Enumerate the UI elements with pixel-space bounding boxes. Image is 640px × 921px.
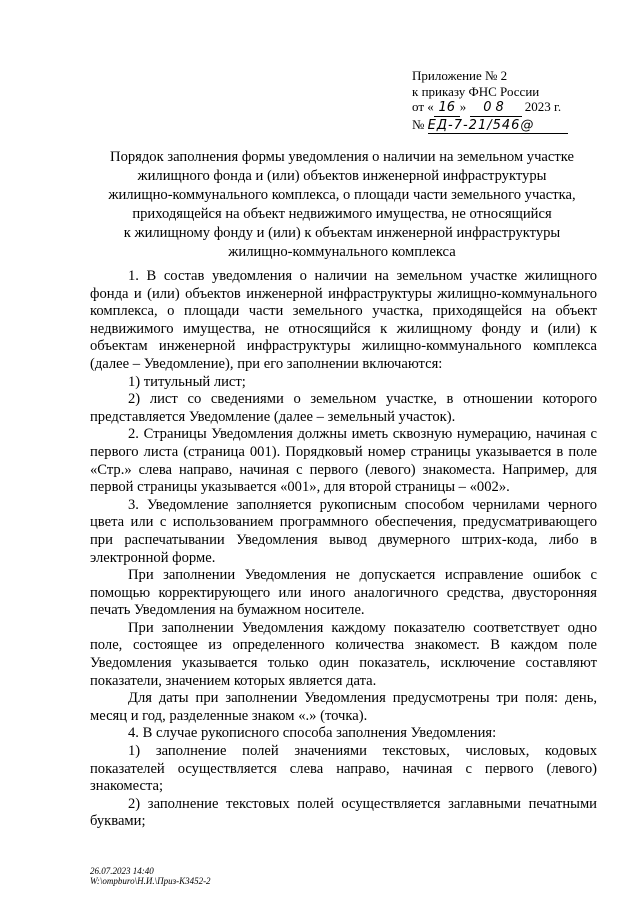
footer-path: W:\ompburo\Н.И.\Приз-К3452-2 — [90, 876, 211, 886]
number-value: ЕД-7-21/546@ — [428, 118, 568, 135]
paragraph-4: 4. В случае рукописного способа заполнения Уведомления: — [128, 725, 497, 742]
file-footer — [90, 866, 211, 886]
document-body — [90, 268, 597, 831]
footer-timestamp: 26.07.2023 14:40 — [90, 866, 154, 876]
paragraph-2: 2. Страницы Уведомления должны иметь сквозную нумерацию, начиная с первого листа (страница 001). Порядковый номер страницы указывается в поле «Стр.» слева направо, начиная с первого (левого) знакоместа. Например, для первой страницы указывается «001», для второй страницы – «002». — [90, 426, 597, 496]
date-mid: » — [459, 99, 467, 114]
appendix-date — [412, 99, 568, 117]
paragraph-date-fields: Для даты при заполнении Уведомления предусмотрены три поля: день, месяц и год, разделенные знаком «.» (точка). — [90, 690, 597, 724]
list-item-capitals: 2) заполнение текстовых полей осуществляется заглавными печатными буквами; — [90, 795, 597, 830]
paragraph-3: 3. Уведомление заполняется рукописным способом чернилами черного цвета или с использованием программного обеспечения, предусматривающего при распечатывании Уведомления вывод двумерного штрих-кода, либо в электронной форме. — [90, 496, 597, 566]
paragraph-1: 1. В состав уведомления о наличии на земельном участке жилищного фонда и (или) объектов инженерной инфраструктуры жилищно-коммунального комплекса, о площади части земельного участка, приходящейся на объект недвижимого имущества, не относящийся к жилищному фонду и (или) к объектам инженерной инфраструктуры жилищно-коммунального комплекса (далее – Уведомление), при его заполнении включаются: — [90, 268, 597, 372]
document-title — [92, 148, 592, 261]
title-line: приходящейся на объект недвижимого имущества, не относящийся — [132, 205, 552, 222]
date-day: 16 — [434, 100, 460, 117]
appendix-line2: к приказу ФНС России — [412, 83, 540, 99]
title-line: Порядок заполнения формы уведомления о наличии на земельном участке — [110, 149, 574, 165]
appendix-number — [412, 117, 568, 135]
list-item-fill-order: 1) заполнение полей значениями текстовых, числовых, кодовых показателей осуществляется слева направо, начиная с первого (левого) знакоместа; — [90, 743, 597, 795]
date-month: 08 — [470, 100, 522, 117]
list-item-title-sheet: 1) титульный лист; — [128, 373, 246, 390]
list-item-land-sheet: 2) лист со сведениями о земельном участке, в отношении которого представляется Уведомление (далее – земельный участок). — [90, 391, 597, 425]
title-line: жилищного фонда и (или) объектов инженерной инфраструктуры — [137, 167, 547, 184]
date-year: 2023 г. — [524, 99, 562, 114]
title-line: жилищно-коммунального комплекса — [228, 243, 456, 260]
number-prefix: № — [412, 116, 425, 132]
paragraph-corrections: При заполнении Уведомления не допускается исправление ошибок с помощью корректирующего или иного аналогичного средства, двусторонняя печать Уведомления на бумажном носителе. — [90, 567, 597, 619]
title-line: жилищно-коммунального комплекса, о площади части земельного участка, — [108, 186, 576, 203]
title-line: к жилищному фонду и (или) к объектам инженерной инфраструктуры — [123, 224, 561, 241]
appendix-line1: Приложение № 2 — [412, 68, 508, 83]
paragraph-fields: При заполнении Уведомления каждому показателю соответствует одно поле, состоящее из определенного количества знакомест. В каждом поле Уведомления указывается только один показатель, исключение составляют показатели, значением которых является дата. — [90, 619, 597, 689]
appendix-block — [412, 68, 568, 134]
date-prefix: от « — [412, 99, 434, 114]
